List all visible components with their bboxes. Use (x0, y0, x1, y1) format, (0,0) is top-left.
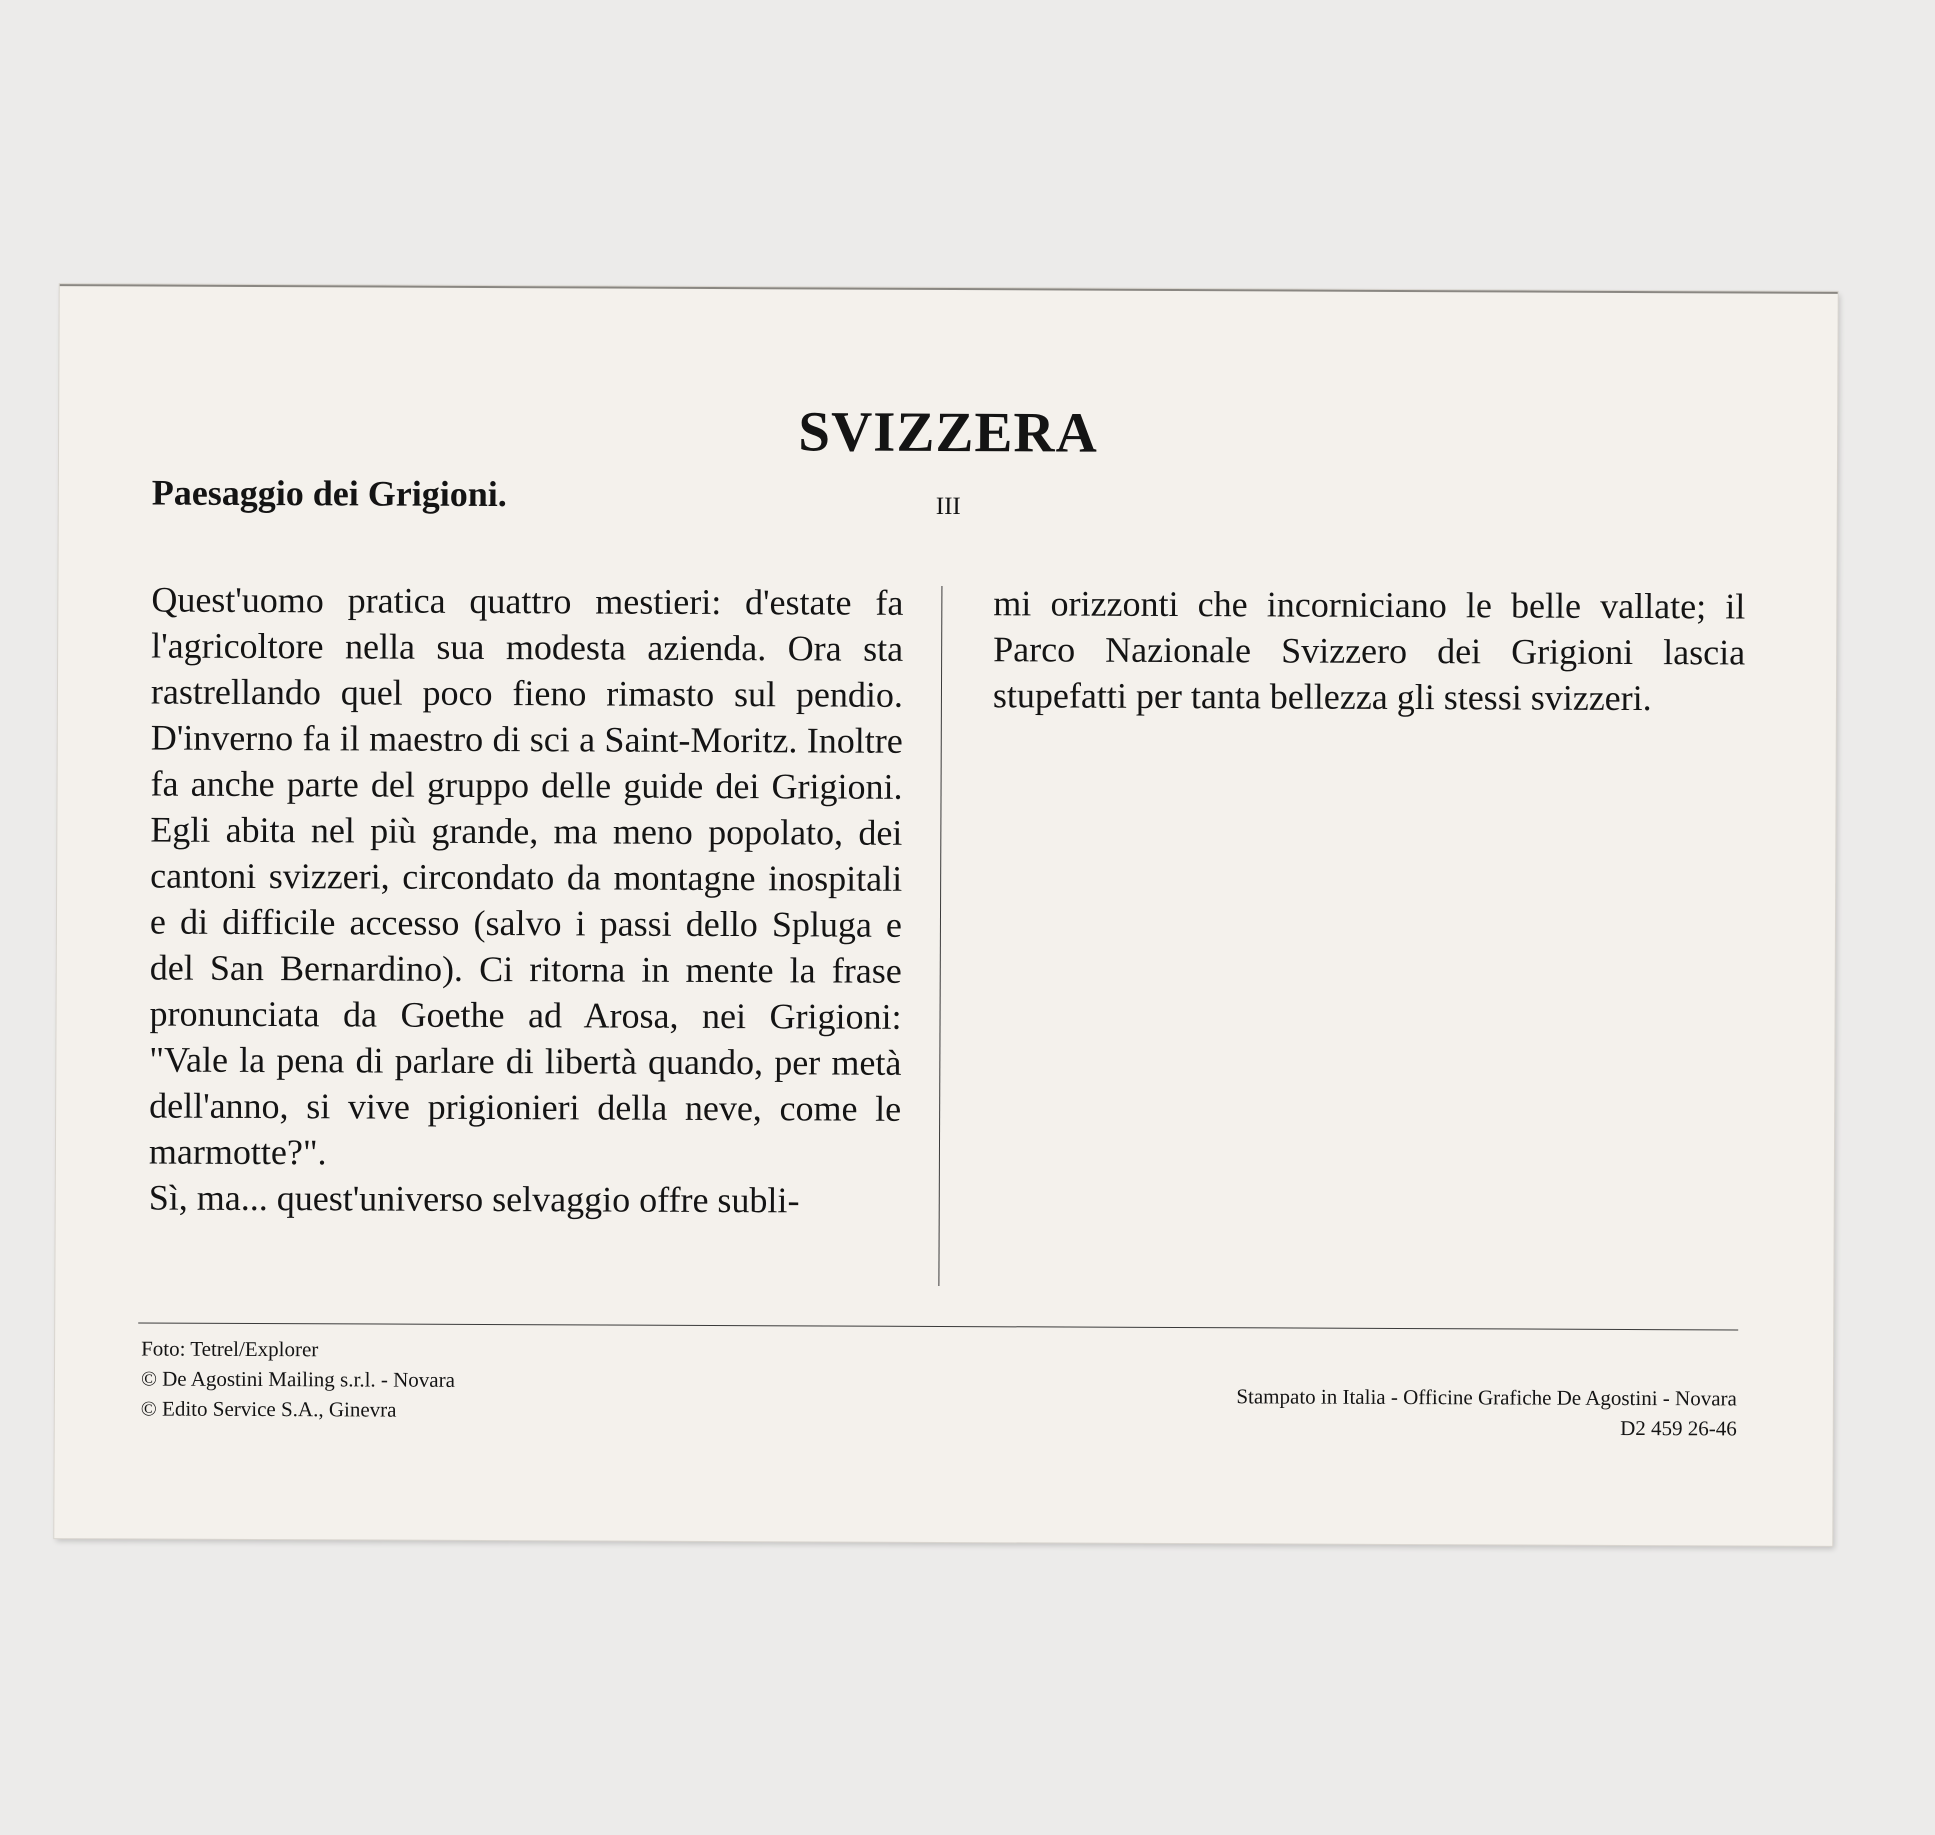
card-subtitle: Paesaggio dei Grigioni. (151, 472, 507, 515)
printer-line: Stampato in Italia - Officine Grafiche De Agostini - Novara (1236, 1384, 1737, 1411)
text-column-left (149, 577, 904, 1224)
paragraph: mi orizzonti che incorniciano le belle vallate; il Parco Nazionale Svizzero dei Grigioni lascia stupefatti per tanta bellezza gli stessi svizzeri. (992, 583, 1746, 719)
credit-line: Foto: Tetrel/Explorer (141, 1336, 319, 1362)
credit-line: © De Agostini Mailing s.r.l. - Novara (140, 1366, 456, 1392)
text-column-right (993, 580, 1746, 721)
card-title: SVIZZERA (798, 400, 1098, 465)
column-divider (938, 586, 942, 1286)
printer-code: D2 459 26-46 (1620, 1415, 1737, 1441)
printer-info (1236, 1381, 1737, 1443)
photo-credits (141, 1333, 455, 1424)
credit-line: © Edito Service S.A., Ginevra (140, 1396, 397, 1422)
postcard-back (54, 284, 1837, 1546)
plate-number: III (935, 492, 961, 521)
paragraph: Sì, ma... quest'universo selvaggio offre subli- (148, 1177, 800, 1221)
footer-rule (138, 1322, 1738, 1330)
paragraph: Quest'uomo pratica quattro mestieri: d'estate fa l'agricoltore nella sua modesta azienda. Ora sta rastrellando quel poco fieno rimasto sul pendio. D'inverno fa il maestro di sci a Saint-Moritz. Inoltre fa anche parte del gruppo delle guide dei Grigioni. Egli abita nel più grande, ma meno popolato, dei cantoni svizzeri, circondato da montagne inospitali e di difficile accesso (salvo i passi dello Spluga e del San Bernardino). Ci ritorna in mente la frase pronunciata da Goethe ad Arosa, nei Grigioni: "Vale la pena di parlare di libertà quando, per metà dell'anno, si vive prigionieri della neve, come le marmotte?". (148, 579, 904, 1173)
